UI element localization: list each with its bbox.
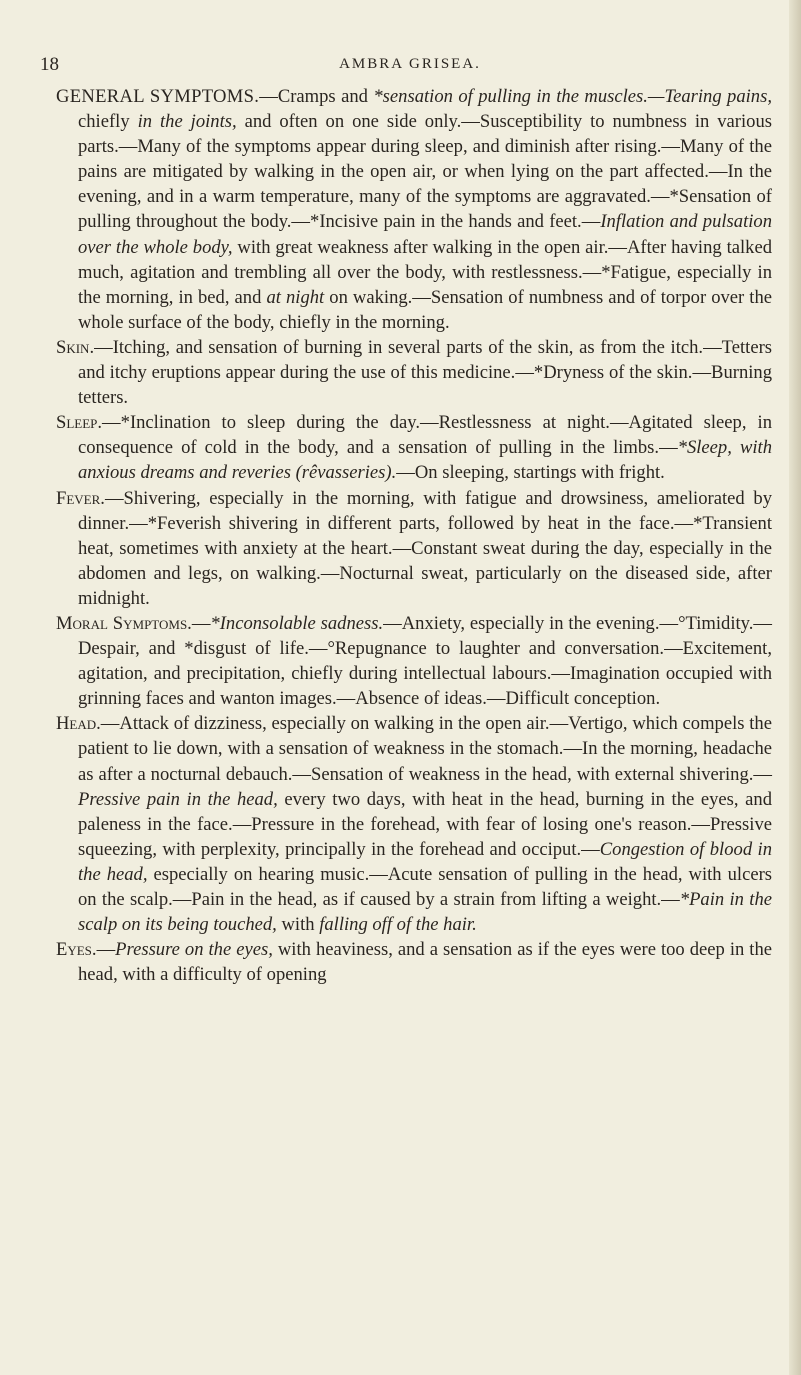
body-text-run: —On sleeping, startings with fright. (396, 462, 665, 484)
italic-text: Pressure on the eyes, (115, 939, 273, 961)
section-heading: Head. (56, 713, 101, 735)
body-text-run: —Cramps and (259, 86, 374, 107)
page-number: 18 (40, 54, 59, 75)
section-heading: GENERAL SYMPTOMS. (56, 86, 260, 107)
italic-text: Inflation and pulsation over the whole body, (78, 211, 772, 258)
section-heading: Skin. (56, 336, 95, 358)
body-text-run: —Attack of dizziness, especially on walking in the open air.—Vertigo, which compels the patient to lie down, with a sensation of weakness in the stomach.—In the morning, headache as after a nocturnal debauch.—Sensation of weakness in the head, with external shivering.— (78, 713, 772, 785)
italic-text: *Pain in the scalp on its being touched, (78, 889, 773, 936)
section-paragraph (56, 84, 772, 335)
section-paragraph (56, 611, 772, 711)
body-text-run: —Itching, and sensation of burning in several parts of the skin, as from the itch.—Tetters and itchy eruptions appear during the use of this medicine.—*Dryness of the skin.—Burning tetters. (78, 336, 772, 409)
running-title: AMBRA GRISEA. (339, 56, 481, 72)
italic-text: falling off of the hair. (319, 914, 477, 936)
section-heading: Eyes. (56, 939, 97, 961)
body-text-run: with (276, 914, 320, 936)
body-text-run: and often on one side only.—Susceptibility to numbness in various parts.—Many of the symptoms appear during sleep, and diminish after rising.—Many of the pains are mitigated by walking in the open air, or when lying on the part affected.—In the evening, and in a warm temperature, many of the symptoms are aggravated.—*Sensation of pulling throughout the body.—*Incisive pain in the hands and feet.— (78, 111, 772, 233)
body-text-run: —*Inclination to sleep during the day.—Restlessness at night.—Agitated sleep, in consequence of cold in the body, and a sensation of pulling in the limbs.— (78, 412, 772, 459)
italic-text: *sensation of pulling in the muscles.—Tearing pains, (373, 86, 772, 107)
italic-text: Pressive pain in the head, (78, 788, 278, 810)
page-header (40, 54, 780, 82)
section-paragraph (56, 937, 772, 987)
body-text-run: —Anxiety, especially in the evening.—°Timidity.—Despair, and *disgust of life.—°Repugnance to laughter and conversation.—Excitement, agitation, and precipitation, chiefly during intellectual labours.—Imagination occupied with grinning faces and wanton images.—Absence of ideas.—Difficult conception. (78, 612, 772, 710)
body-text-run: with heaviness, and a sensation as if the eyes were too deep in the head, with a difficulty of opening (78, 939, 773, 986)
body-text-run: chiefly (78, 111, 138, 133)
body-text-run: every two days, with heat in the head, burning in the eyes, and paleness in the face.—Pressure in the forehead, with fear of losing one's reason.—Pressive squeezing, with perplexity, principally in the forehead and occiput.— (78, 788, 773, 860)
italic-text: *Sleep, with anxious dreams and reveries (rêvasseries). (78, 437, 773, 484)
body-text-run: with great weakness after walking in the open air.—After having talked much, agitation and trembling all over the body, with restlessness.—*Fatigue, especially in the morning, in bed, and (78, 236, 772, 308)
body-text-run: especially on hearing music.—Acute sensation of pulling in the head, with ulcers on the scalp.—Pain in the head, as if caused by a strain from lifting a weight.— (78, 863, 773, 910)
page-edge (789, 0, 801, 1375)
body-text-run: — (96, 939, 116, 961)
section-heading: Sleep. (56, 412, 103, 434)
body-text-run: on waking.—Sensation of numbness and of torpor over the whole surface of the body, chiefly in the morning. (78, 286, 773, 333)
italic-text: *Inconsolable sadness. (210, 612, 384, 634)
section-paragraph (56, 335, 772, 410)
section-heading: Fever. (56, 487, 105, 509)
italic-text: Congestion of blood in the head, (78, 838, 772, 885)
italic-text: in the joints, (137, 111, 237, 133)
italic-text: at night (266, 286, 325, 308)
section-paragraph (56, 486, 772, 611)
body-text-run: —Shivering, especially in the morning, with fatigue and drowsiness, ameliorated by dinner.—*Feverish shivering in different parts, followed by heat in the face.—*Transient heat, sometimes with anxiety at the heart.—Constant sweat during the day, especially in the abdomen and legs, on walking.—Nocturnal sweat, particularly on the diseased side, after midnight. (78, 487, 772, 609)
section-heading: Moral Symptoms. (56, 612, 192, 634)
body-text-run: — (191, 612, 211, 634)
section-paragraph (56, 410, 772, 485)
section-paragraph (56, 711, 772, 937)
body-text (56, 84, 772, 987)
